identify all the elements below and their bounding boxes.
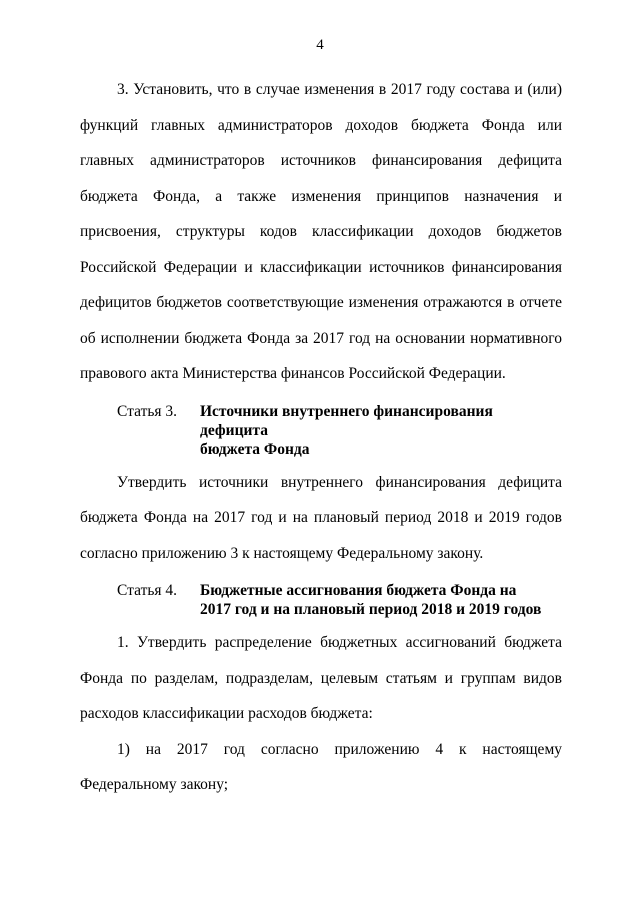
article-title xyxy=(200,581,562,619)
article-label: Статья 3. xyxy=(117,402,178,420)
article-title-line: Бюджетные ассигнования бюджета Фонда на xyxy=(200,582,517,599)
article-title-line: 2017 год и на плановый период 2018 и 2019 годов xyxy=(200,601,542,618)
article-title-line: бюджета Фонда xyxy=(200,440,310,458)
article-label: Статья 4. xyxy=(117,582,178,599)
paragraph-subitem-1: 1) на 2017 год согласно приложению 4 к настоящему Федеральному закону; xyxy=(80,740,562,793)
page-number: 4 xyxy=(316,37,324,53)
paragraph-item-3: 3. Установить, что в случае изменения в 2017 году состава и (или) функций главных администраторов доходов бюджета Фонда или главных администраторов источников финансирования дефицита бюджета Фонда, а также изменения принципов назначения и присвоения, структуры кодов классификации доходов бюджетов Российской Федерации и классификации источников финансирования дефицитов бюджетов соответствующие изменения отражаются в отчете об исполнении бюджета Фонда за 2017 год на основании нормативного правового акта Министерства финансов Российской Федерации. xyxy=(80,81,562,382)
article-4-heading xyxy=(80,581,562,619)
document-body xyxy=(80,72,562,803)
article-title xyxy=(200,402,562,459)
article-title-line: Источники внутреннего финансирования дефицита xyxy=(200,402,493,439)
paragraph-distribution: 1. Утвердить распределение бюджетных ассигнований бюджета Фонда по разделам, подразделам, целевым статьям и группам видов расходов классификации расходов бюджета: xyxy=(80,634,562,722)
paragraph-sources: Утвердить источники внутреннего финансирования дефицита бюджета Фонда на 2017 год и на плановый период 2018 и 2019 годов согласно приложению 3 к настоящему Федеральному закону. xyxy=(80,473,562,562)
article-3-heading xyxy=(80,402,562,459)
